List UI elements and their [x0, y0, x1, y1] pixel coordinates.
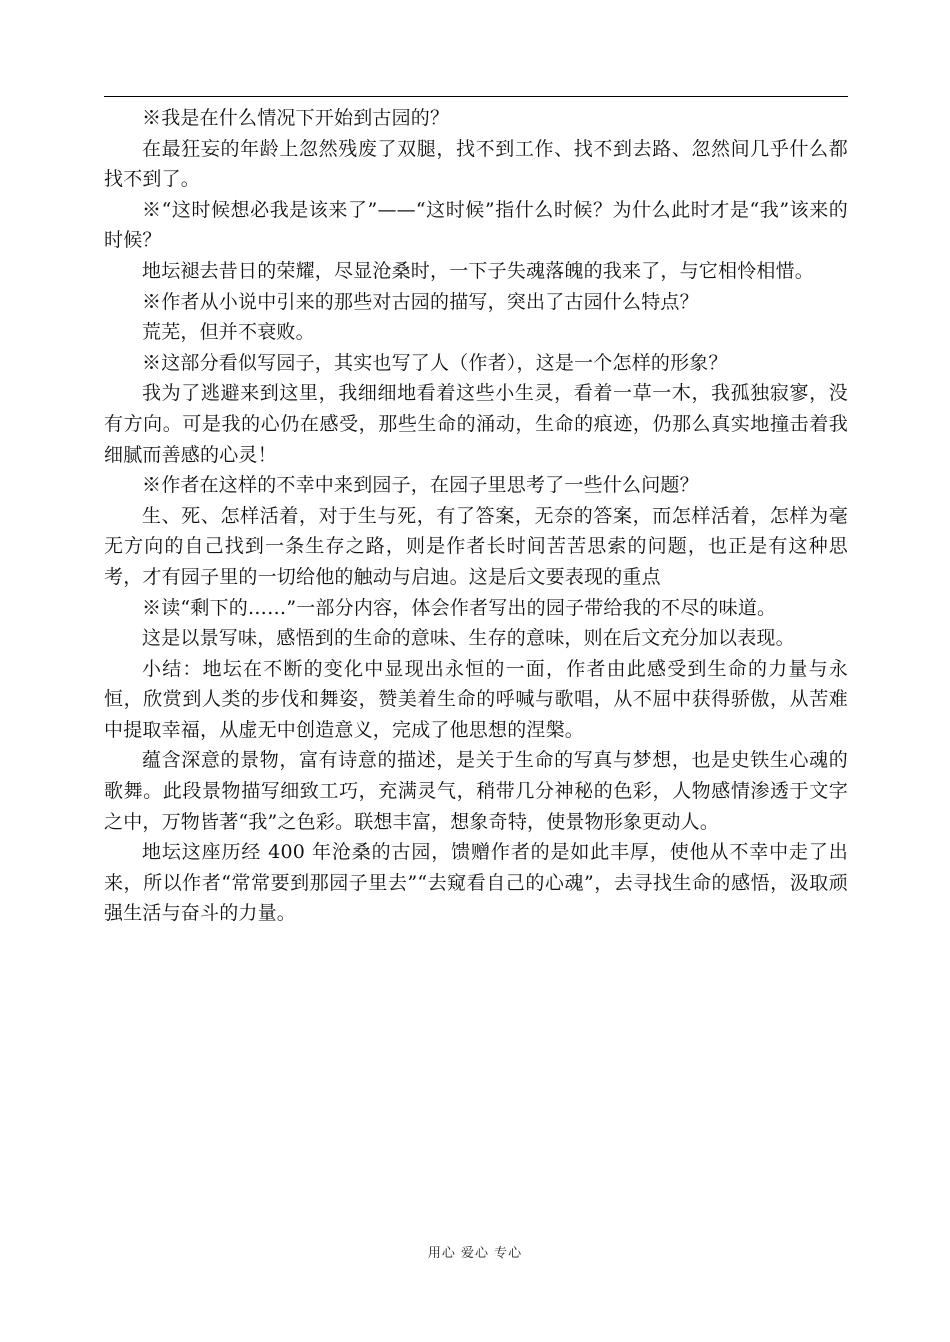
body-paragraph: 地坛这座历经 400 年沧桑的古园，馈赠作者的是如此丰厚，使他从不幸中走了出来，所以作者“常常要到那园子里去”“去窥看自己的心魂”，去寻找生命的感悟，汲取顽强生活与奋斗的力量。 — [104, 841, 848, 925]
header-rule — [104, 96, 848, 97]
question-paragraph: ※作者在这样的不幸中来到园子，在园子里思考了一些什么问题？ — [142, 474, 699, 497]
summary-paragraph: 小结：地坛在不断的变化中显现出永恒的一面，作者由此感受到生命的力量与永恒，欣赏到人类的步伐和舞姿，赞美着生命的呼喊与歌唱，从不屈中获得骄傲，从苦难中提取幸福，从虚无中创造意义，完成了他思想的涅槃。 — [104, 657, 848, 741]
question-paragraph: ※这部分看似写园子，其实也写了人（作者），这是一个怎样的形象？ — [142, 351, 728, 374]
answer-paragraph: 荒芜，但并不衰败。 — [142, 321, 315, 344]
answer-paragraph: 在最狂妄的年龄上忽然残废了双腿，找不到工作、找不到去路、忽然间几乎什么都找不到了。 — [104, 137, 848, 191]
answer-paragraph: 我为了逃避来到这里，我细细地看着这些小生灵，看着一草一木，我孤独寂寥，没有方向。可是我的心仍在感受，那些生命的涌动，生命的痕迹，仍那么真实地撞击着我细腻而善感的心灵！ — [104, 382, 848, 466]
page-footer: 用心 爱心 专心 — [427, 1246, 523, 1261]
question-paragraph: ※读“剩下的……”一部分内容，体会作者写出的园子带给我的不尽的味道。 — [142, 596, 777, 619]
question-paragraph: ※我是在什么情况下开始到古园的？ — [142, 107, 450, 129]
answer-paragraph: 这是以景写味，感悟到的生命的意味、生存的意味，则在后文充分加以表现。 — [142, 627, 795, 650]
answer-paragraph: 生、死、怎样活着，对于生与死，有了答案，无奈的答案，而怎样活着，怎样为毫无方向的自己找到一条生存之路，则是作者长时间苦苦思索的问题，也正是有这种思考，才有园子里的一切给他的触动与启迪。这是后文要表现的重点 — [104, 504, 848, 588]
document-body — [104, 103, 848, 929]
question-paragraph: ※“这时候想必我是该来了”——“这时候”指什么时候？为什么此时才是“我”该来的时候？ — [104, 198, 848, 252]
question-paragraph: ※作者从小说中引来的那些对古园的描写，突出了古园什么特点？ — [142, 290, 699, 313]
answer-paragraph: 地坛褪去昔日的荣耀，尽显沧桑时，一下子失魂落魄的我来了，与它相怜相惜。 — [142, 259, 815, 282]
body-paragraph: 蕴含深意的景物，富有诗意的描述，是关于生命的写真与梦想，也是史铁生心魂的歌舞。此段景物描写细致工巧，充满灵气，稍带几分神秘的色彩，人物感情渗透于文字之中，万物皆著“我”之色彩。联想丰富，想象奇特，使景物形象更动人。 — [104, 749, 848, 833]
